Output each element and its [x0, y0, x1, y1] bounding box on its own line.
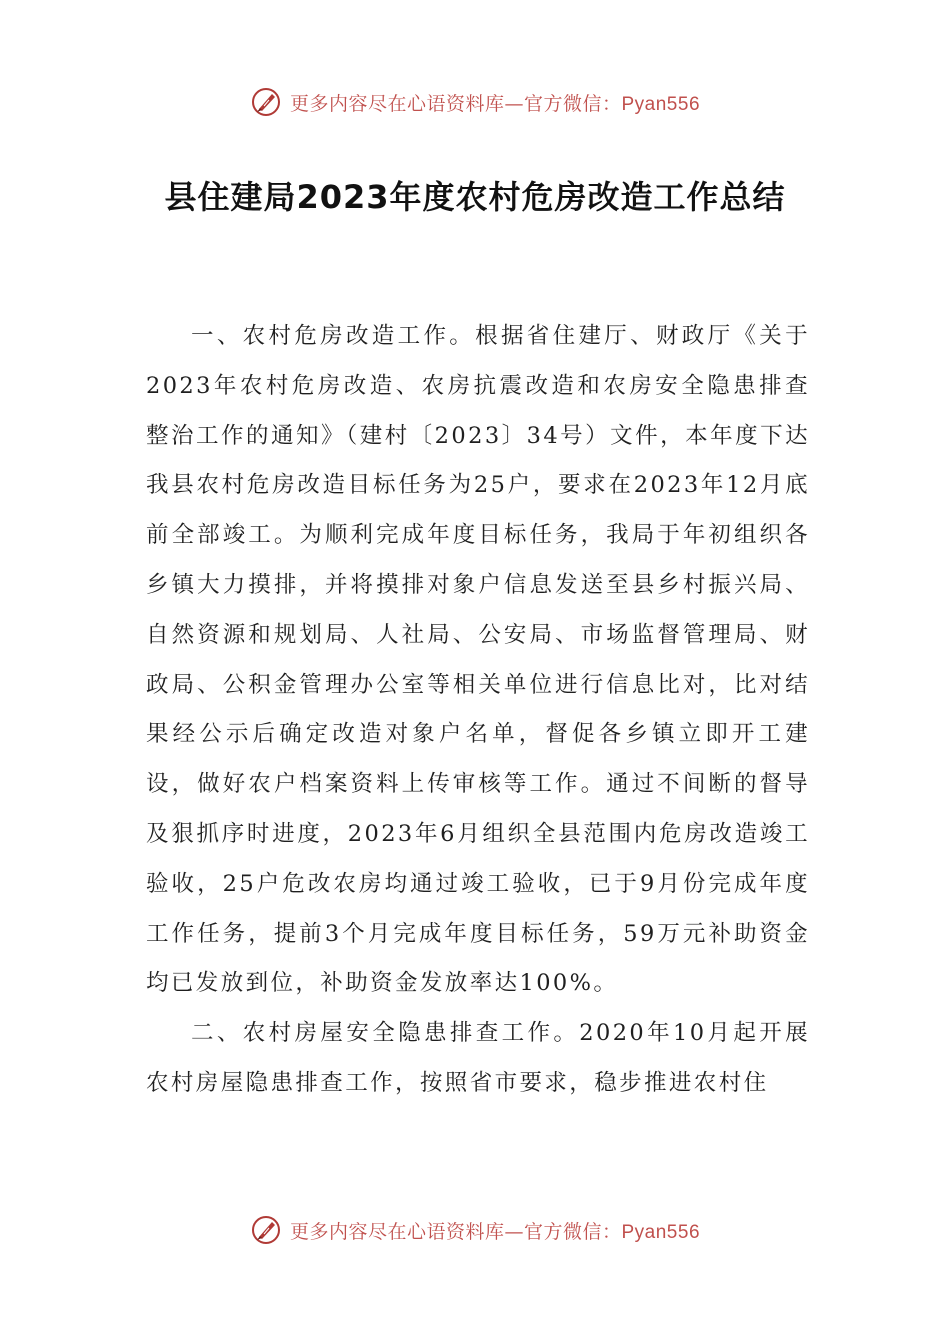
- wechat-id: Pyan556: [621, 93, 701, 115]
- quill-pen-logo-icon: [250, 1214, 282, 1246]
- document-title: 县住建局2023年度农村危房改造工作总结: [164, 178, 786, 216]
- banner-text: 更多内容尽在心语资料库—官方微信：Pyan556: [289, 92, 701, 115]
- banner-text: 更多内容尽在心语资料库—官方微信：Pyan556: [289, 1220, 701, 1243]
- quill-pen-logo-icon: [250, 86, 282, 118]
- wechat-id: Pyan556: [621, 1221, 701, 1243]
- top-banner: [0, 82, 950, 122]
- paragraph-2: 二、农村房屋安全隐患排查工作。2020年10月起开展农村房屋隐患排查工作，按照省市要求，稳步推进农村住: [146, 1020, 810, 1096]
- bottom-banner: [0, 1210, 950, 1250]
- document-body: [146, 312, 810, 1109]
- paragraph-1: 一、农村危房改造工作。根据省住建厅、财政厅《关于2023年农村危房改造、农房抗震改造和农房安全隐患排查整治工作的通知》（建村〔2023〕34号）文件，本年度下达我县农村危房改造目标任务为25户，要求在2023年12月底前全部竣工。为顺利完成年度目标任务，我局于年初组织各乡镇大力摸排，并将摸排对象户信息发送至县乡村振兴局、自然资源和规划局、人社局、公安局、市场监督管理局、财政局、公积金管理办公室等相关单位进行信息比对，比对结果经公示后确定改造对象户名单，督促各乡镇立即开工建设，做好农户档案资料上传审核等工作。通过不间断的督导及狠抓序时进度，2023年6月组织全县范围内危房改造竣工验收，25户危改农房均通过竣工验收，已于9月份完成年度工作任务，提前3个月完成年度目标任务，59万元补助资金均已发放到位，补助资金发放率达100%。: [146, 323, 810, 997]
